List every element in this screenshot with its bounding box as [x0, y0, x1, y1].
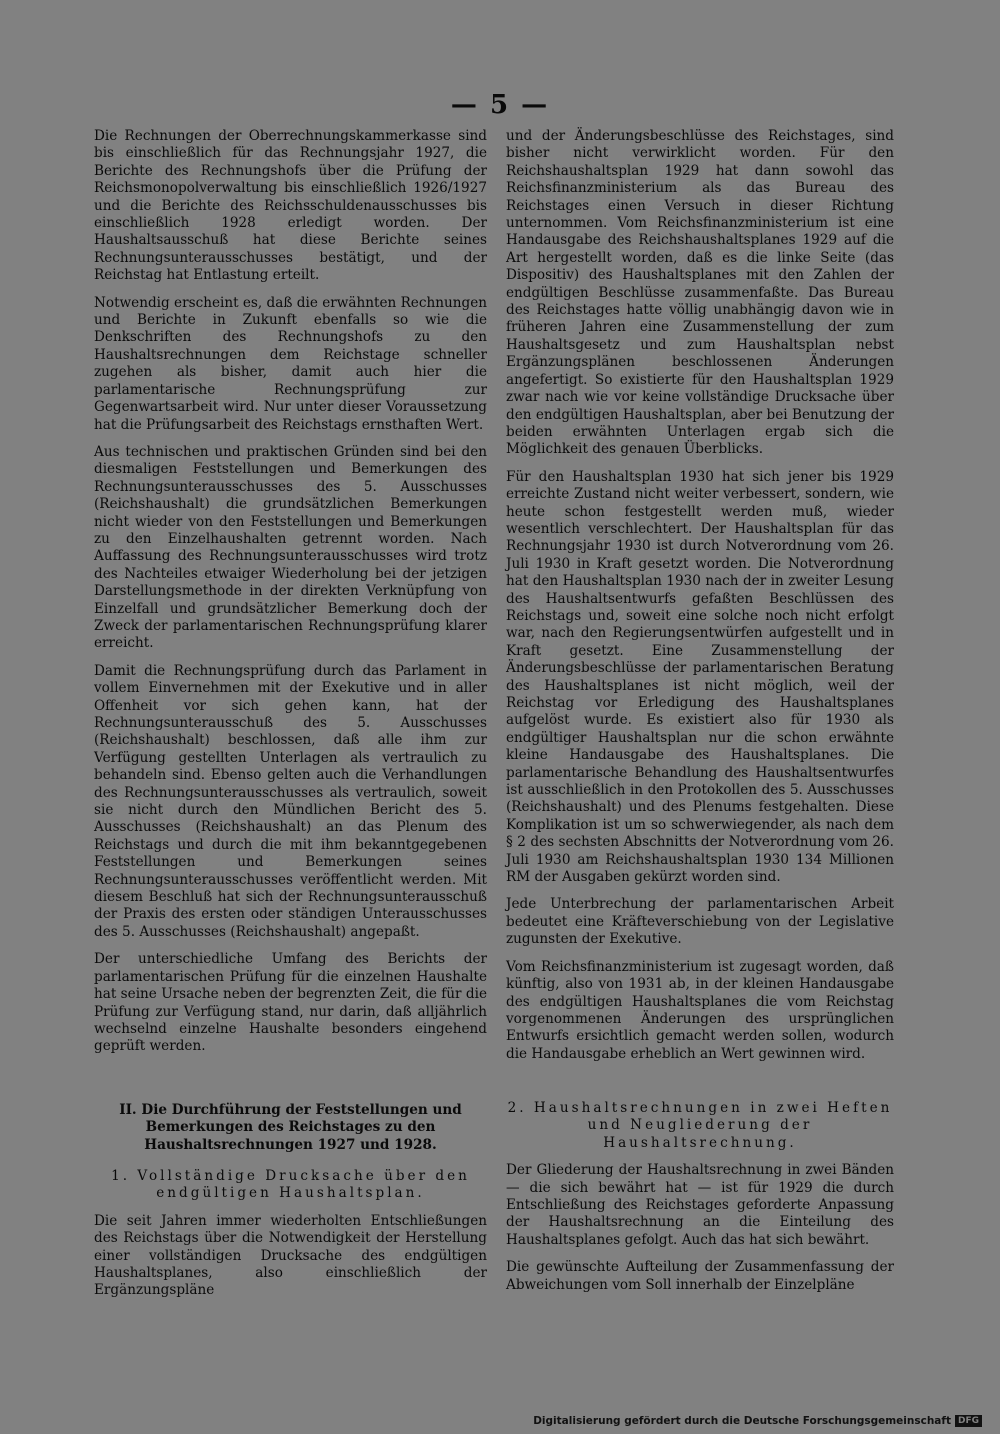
left-lower-block: [94, 1168, 487, 1300]
dfg-logo: DFG: [955, 1415, 982, 1427]
paragraph: Für den Haushaltsplan 1930 hat sich jener bis 1929 erreichte Zustand nicht weiter verbessert, sondern, wie heute schon festgestellt werden muß, wieder wesentlich verschlechtert. Der Haushaltsplan für das Rechnungsjahr 1930 ist durch Notverordnung vom 26. Juli 1930 in Kraft gesetzt worden. Die Notverordnung hat den Haushaltsplan 1930 nach der in zweiter Lesung des Haushaltsentwurfs gefaßten Beschlüssen des Reichstags und, soweit eine solche noch nicht erfolgt war, nach den Regierungsentwürfen aufgestellt und in Kraft gesetzt. Eine Zusammenstellung der Änderungsbeschlüsse der parlamentarischen Beratung des Haushaltsplanes ist nicht möglich, weil der Reichstag vor Erledigung des Haushaltsplanes aufgelöst wurde. Es existiert also für 1930 als endgültiger Haushaltsplan nur die schon erwähnte kleine Handausgabe des Haushaltsplanes. Die parlamentarische Behandlung des Haushaltsentwurfes ist ausschließlich in den Protokollen des 5. Ausschusses (Reichshaushalt) und des Plenums festgehalten. Diese Komplikation ist um so schwerwiegender, als nach dem § 2 des sechsten Abschnitts der Notverordnung vom 26. Juli 1930 am Reichshaushaltsplan 1930 134 Millionen RM der Ausgaben gekürzt worden sind.: [506, 468, 894, 886]
paragraph: Damit die Rechnungsprüfung durch das Parlament in vollem Einvernehmen mit der Exekutive und in aller Offenheit vor sich gehen kann, hat der Rechnungsunterausschuß des 5. Ausschusses (Reichshaushalt) beschlossen, daß alle ihm zur Verfügung gestellten Unterlagen als vertraulich zu behandeln sind. Ebenso gelten auch die Verhandlungen des Rechnungsunterausschusses als vertraulich, soweit sie nicht durch den Mündlichen Bericht des 5. Ausschusses (Reichshaushalt) an das Plenum des Reichstags und durch die mit ihm bekanntgegebenen Feststellungen und Bemerkungen seines Rechnungsunterausschusses veröffentlicht werden. Mit diesem Beschluß hat sich der Rechnungsunterausschuß der Praxis des ersten oder ständigen Unterausschusses des 5. Ausschusses (Reichshaushalt) angepaßt.: [94, 662, 487, 940]
subheading: 2. Haushaltsrechnungen in zwei Heften und Neugliederung der Haushaltsrechnung.: [507, 1100, 893, 1151]
page-number: — 5 —: [450, 90, 550, 120]
paragraph: Die seit Jahren immer wiederholten Entschließungen des Reichstags über die Notwendigkeit der Herstellung einer vollständigen Drucksache des endgültigen Haushaltsplanes, also einschließlich der Ergänzungspläne: [94, 1212, 487, 1299]
right-column: [506, 128, 894, 1063]
right-lower-block: [506, 1100, 894, 1294]
paragraph: Vom Reichsfinanzministerium ist zugesagt worden, daß künftig, also von 1931 ab, in der kleinen Handausgabe des endgültigen Haushaltsplanes die vom Reichstag vorgenommenen Änderungen des ursprünglichen Entwurfs ersichtlich gemacht werden sollen, wodurch die Handausgabe erheblich an Wert gewinnen wird.: [506, 958, 894, 1062]
paragraph: Die Rechnungen der Oberrechnungskammerkasse sind bis einschließlich für das Rechnungsjahr 1927, die Berichte des Rechnungshofs über die Prüfung der Reichsmonopolverwaltung bis einschließlich 1926/1927 und die Berichte des Reichsschuldenausschusses bis einschließlich 1928 erledigt worden. Der Haushaltsausschuß hat diese Berichte seines Rechnungsunterausschusses bestätigt, und der Reichstag hat Entlastung erteilt.: [94, 128, 487, 284]
section-heading: II. Die Durchführung der Feststellungen und Bemerkungen des Reichstages zu den Haushaltsrechnungen 1927 und 1928.: [119, 1102, 462, 1153]
paragraph: Die gewünschte Aufteilung der Zusammenfassung der Abweichungen vom Soll innerhalb der Einzelpläne: [506, 1259, 894, 1293]
left-column: [94, 128, 487, 1056]
paragraph: Notwendig erscheint es, daß die erwähnten Rechnungen und Berichte in Zukunft ebenfalls so wie die Denkschriften des Rechnungshofs zu den Haushaltsrechnungen dem Reichstage schneller zugehen als bisher, damit auch hier die parlamentarische Rechnungsprüfung zur Gegenwartsarbeit wird. Nur unter dieser Voraussetzung hat die Prüfungsarbeit des Reichstags ernsthaften Wert.: [94, 294, 487, 433]
paragraph: Der unterschiedliche Umfang des Berichts der parlamentarischen Prüfung für die einzelnen Haushalte hat seine Ursache neben der begrenzten Zeit, die für die Prüfung zur Verfügung stand, nur darin, daß alljährlich wechselnd einzelne Haushalte besonders eingehend geprüft werden.: [94, 951, 487, 1055]
paragraph: Der Gliederung der Haushaltsrechnung in zwei Bänden — die sich bewährt hat — ist für 1929 die durch Entschließung des Reichstages geforderte Anpassung der Haushaltsrechnung an die Einteilung des Haushaltsplanes gefolgt. Auch das hat sich bewährt.: [506, 1162, 894, 1248]
footer: [533, 1414, 982, 1428]
footer-text: Digitalisierung gefördert durch die Deutsche Forschungsgemeinschaft: [533, 1415, 951, 1427]
paragraph: Aus technischen und praktischen Gründen sind bei den diesmaligen Feststellungen und Bemerkungen des Rechnungsunterausschusses des 5. Ausschusses (Reichshaushalt) die grundsätzlichen Bemerkungen nicht wieder von den Feststellungen und Bemerkungen zu den Einzelhaushalten getrennt worden. Nach Auffassung des Rechnungsunterausschusses wird trotz des Nachteiles etwaiger Wiederholung bei der jetzigen Darstellungsmethode in der direkten Verknüpfung von Einzelfall und grundsätzlicher Bemerkung doch der Zweck der parlamentarischen Rechnungsprüfung klarer erreicht.: [94, 443, 487, 652]
subheading: 1. Vollständige Drucksache über den endgültigen Haushaltsplan.: [111, 1168, 470, 1202]
paragraph: Jede Unterbrechung der parlamentarischen Arbeit bedeutet eine Kräfteverschiebung von der Legislative zugunsten der Exekutive.: [506, 896, 894, 948]
paragraph: und der Änderungsbeschlüsse des Reichstages, sind bisher nicht verwirklicht worden. Für den Reichshaushaltsplan 1929 hat dann sowohl das Reichsfinanzministerium als das Bureau des Reichstages einen Versuch in dieser Richtung unternommen. Vom Reichsfinanzministerium ist eine Handausgabe des Reichshaushaltsplanes 1929 auf die Art hergestellt worden, daß es die linke Seite (das Dispositiv) des Haushaltsplanes mit den Zahlen der endgültigen Beschlüsse zusammenfaßte. Das Bureau des Reichstages hatte völlig unabhängig davon wie in früheren Jahren eine Zusammenstellung der zum Haushaltsgesetz und zum Haushaltsplan nebst Ergänzungsplänen beschlossenen Änderungen angefertigt. So existierte für den Haushaltsplan 1929 zwar nach wie vor keine vollständige Drucksache über den endgültigen Haushaltsplan, aber bei Benutzung der beiden erwähnten Unterlagen ergab sich die Möglichkeit des genauen Überblicks.: [506, 128, 894, 458]
